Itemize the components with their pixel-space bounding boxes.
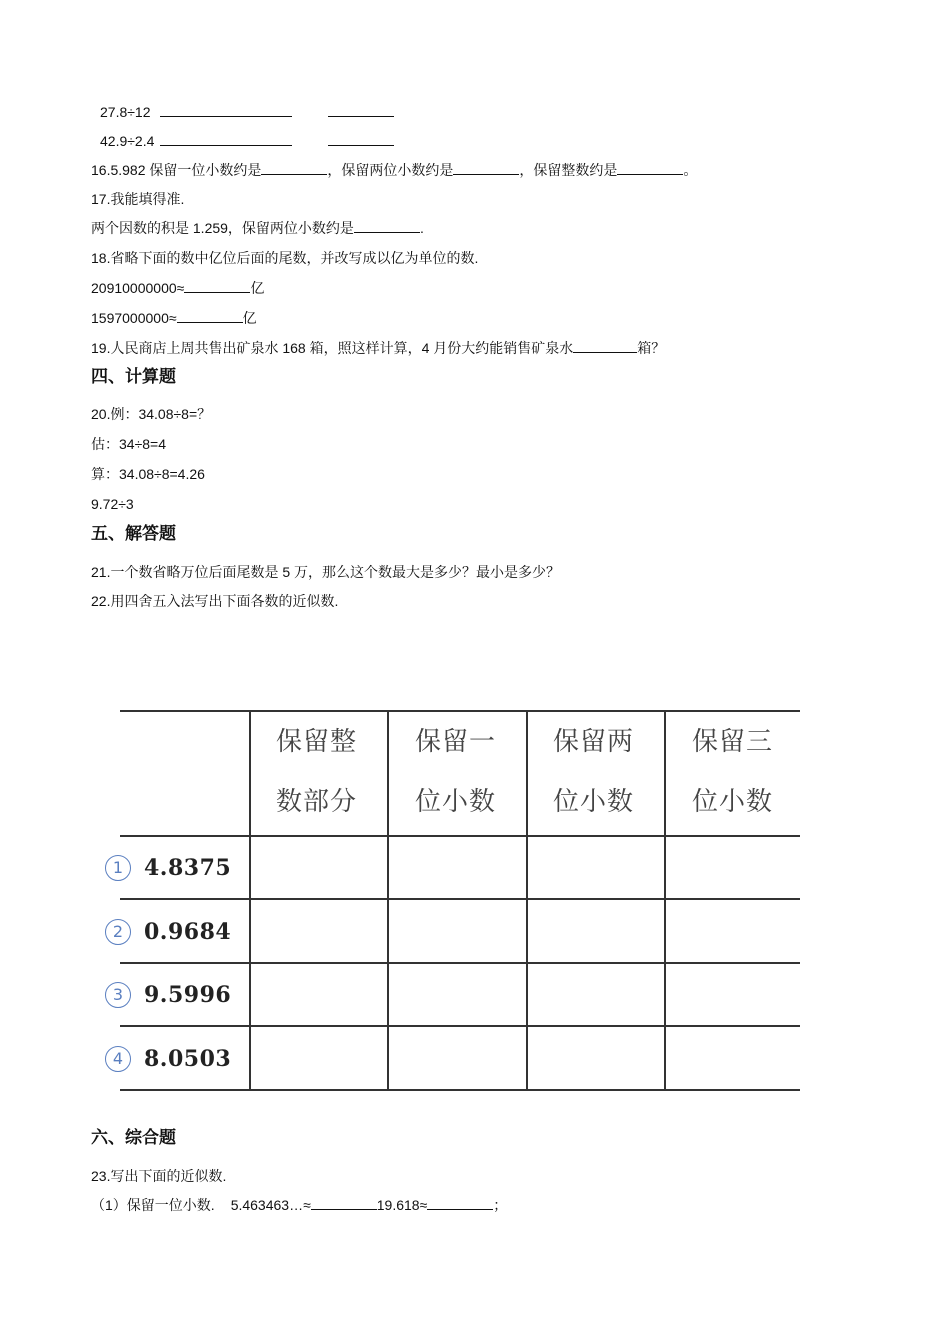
answer-blank[interactable]	[226, 102, 292, 117]
header-text: 保留一	[415, 727, 497, 757]
question-text: 5.463463…≈	[230, 1197, 311, 1213]
table-row	[112, 900, 232, 963]
question-text: ；	[493, 1197, 508, 1213]
question-text: 19.618≈	[376, 1197, 428, 1213]
rounding-table	[112, 710, 800, 1091]
unit-text: 亿	[242, 310, 257, 326]
answer-blank[interactable]	[160, 102, 226, 117]
question-21: 21.一个数省略万位后面尾数是 5 万，那么这个数最大是多少？最小是多少？	[91, 564, 561, 580]
answer-blank[interactable]	[184, 278, 250, 293]
question-text: 1597000000≈	[91, 310, 177, 326]
circled-number-icon: 1	[105, 855, 131, 881]
header-text: 保留三	[692, 727, 774, 757]
question-22: 22.用四舍五入法写出下面各数的近似数.	[91, 593, 339, 609]
table-row	[112, 1027, 232, 1090]
question-23-1	[91, 1195, 507, 1215]
row-number: 8.0503	[144, 1045, 232, 1072]
header-text: 保留整	[276, 727, 358, 757]
row-number: 0.9684	[144, 918, 232, 945]
header-text: 数部分	[276, 787, 358, 817]
table-rule	[526, 710, 528, 1091]
answer-blank[interactable]	[160, 131, 226, 146]
problem-line-42-9	[100, 131, 394, 151]
question-text: ，保留整数约是	[519, 162, 618, 178]
section-heading-4: 四、计算题	[91, 367, 176, 386]
answer-blank[interactable]	[177, 308, 243, 323]
answer-blank[interactable]	[328, 102, 394, 117]
question-text: 两个因数的积是 1.259，保留两位小数约是	[91, 220, 354, 236]
question-text: .	[419, 220, 424, 236]
question-text: 20910000000≈	[91, 280, 185, 296]
circled-number-icon: 2	[105, 919, 131, 945]
question-text: （1）保留一位小数.	[91, 1197, 215, 1213]
question-17	[91, 218, 424, 238]
circled-number-icon: 4	[105, 1046, 131, 1072]
table-rule	[249, 710, 251, 1091]
header-text: 位小数	[553, 787, 635, 817]
question-19	[91, 338, 665, 358]
table-rule	[387, 710, 389, 1091]
answer-blank[interactable]	[261, 160, 327, 175]
table-rule	[664, 710, 666, 1091]
header-text: 位小数	[692, 787, 774, 817]
answer-blank[interactable]	[617, 160, 683, 175]
question-text: 19.人民商店上周共售出矿泉水 168 箱，照这样计算，4 月份大约能销售矿泉水	[91, 340, 574, 356]
header-three-decimal	[692, 712, 773, 832]
question-20-estimate: 估：34÷8=4	[91, 436, 167, 452]
circled-number-icon: 3	[105, 982, 131, 1008]
header-text: 位小数	[415, 787, 497, 817]
expression-text: 42.9÷2.4	[100, 133, 155, 149]
answer-blank[interactable]	[311, 1195, 377, 1210]
question-18-title: 18.省略下面的数中亿位后面的尾数，并改写成以亿为单位的数.	[91, 250, 479, 266]
question-text: ，保留两位小数约是	[327, 162, 454, 178]
question-20-task: 9.72÷3	[91, 496, 134, 512]
expression-text: 27.8÷12	[100, 104, 151, 120]
question-17-title: 17.我能填得准.	[91, 191, 185, 207]
table-row	[112, 963, 232, 1026]
question-16	[91, 160, 697, 180]
problem-line-27-8	[100, 102, 394, 122]
header-integer	[276, 712, 357, 832]
answer-blank[interactable]	[328, 131, 394, 146]
section-heading-5: 五、解答题	[91, 524, 176, 543]
question-text: 箱？	[637, 340, 666, 356]
question-18b	[91, 308, 257, 328]
question-23-title: 23.写出下面的近似数.	[91, 1168, 227, 1184]
header-text: 保留两	[553, 727, 635, 757]
question-text: 。	[683, 162, 698, 178]
header-two-decimal	[553, 712, 634, 832]
answer-blank[interactable]	[573, 338, 637, 353]
question-20-calc: 算：34.08÷8=4.26	[91, 466, 205, 482]
answer-blank[interactable]	[427, 1195, 493, 1210]
answer-blank[interactable]	[453, 160, 519, 175]
section-heading-6: 六、综合题	[91, 1128, 176, 1147]
question-20-title: 20.例：34.08÷8=？	[91, 406, 212, 422]
header-one-decimal	[415, 712, 496, 832]
answer-blank[interactable]	[226, 131, 292, 146]
question-18a	[91, 278, 264, 298]
answer-blank[interactable]	[354, 218, 420, 233]
row-number: 9.5996	[144, 981, 232, 1008]
question-text: 16.5.982 保留一位小数约是	[91, 162, 262, 178]
unit-text: 亿	[250, 280, 265, 296]
table-row	[112, 836, 232, 899]
row-number: 4.8375	[144, 854, 232, 881]
